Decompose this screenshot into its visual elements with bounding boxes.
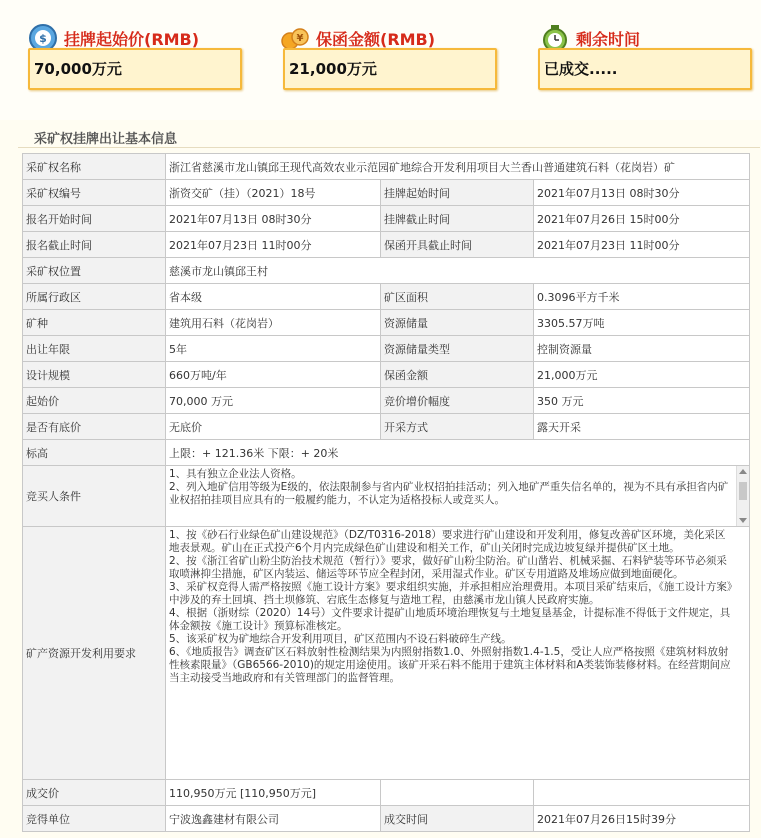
row-label: 挂牌起始时间 — [381, 180, 534, 206]
scrollbar-thumb[interactable] — [739, 482, 747, 500]
row-value: 0.3096平方千米 — [534, 284, 750, 310]
row-label: 竞得单位 — [23, 806, 166, 832]
scroll-down-arrow-icon[interactable] — [739, 518, 747, 523]
row-value: 慈溪市龙山镇邱王村 — [166, 258, 750, 284]
row-value: 宁波逸鑫建材有限公司 — [166, 806, 381, 832]
row-value: 上限：+ 121.36米 下限：+ 20米 — [166, 440, 750, 466]
table-row — [23, 336, 750, 362]
row-value: 70,000 万元 — [166, 388, 381, 414]
table-row — [23, 310, 750, 336]
row-label: 报名开始时间 — [23, 206, 166, 232]
row-label: 采矿权编号 — [23, 180, 166, 206]
row-value: 21,000万元 — [534, 362, 750, 388]
row-label: 采矿权位置 — [23, 258, 166, 284]
guarantee-value: 21,000万元 — [283, 48, 497, 90]
row-label: 成交价 — [23, 780, 166, 806]
row-label: 矿区面积 — [381, 284, 534, 310]
empty-cell — [381, 780, 534, 806]
row-value: 2021年07月26日15时39分 — [534, 806, 750, 832]
table-row — [23, 780, 750, 806]
bidder-conditions-text: 1、具有独立企业法人资格。 2、列入地矿信用等级为E级的，依法限制参与省内矿业权招拍挂活动；列入地矿严重失信名单的，视为不具有承担省内矿业权招拍挂项目应具有的一般履约能力，不认定为适格投标人或竞买人。 — [169, 468, 729, 506]
row-value: 2021年07月13日 08时30分 — [534, 180, 750, 206]
row-value: 2021年07月23日 11时00分 — [166, 232, 381, 258]
summary-bar — [0, 0, 761, 120]
scroll-up-arrow-icon[interactable] — [739, 469, 747, 474]
row-label: 出让年限 — [23, 336, 166, 362]
row-label: 成交时间 — [381, 806, 534, 832]
table-row — [23, 527, 750, 780]
table-row — [23, 440, 750, 466]
scrollbar[interactable] — [736, 466, 749, 526]
table-row — [23, 284, 750, 310]
row-label: 资源储量类型 — [381, 336, 534, 362]
row-label: 报名截止时间 — [23, 232, 166, 258]
svg-text:¥: ¥ — [296, 33, 304, 44]
row-label: 采矿权名称 — [23, 154, 166, 180]
row-label: 竞买人条件 — [23, 466, 166, 527]
row-value: 浙江省慈溪市龙山镇邱王现代高效农业示范园矿地综合开发利用项目大兰香山普通建筑石料（花岗岩）矿 — [166, 154, 750, 180]
row-value: 2021年07月13日 08时30分 — [166, 206, 381, 232]
dev-requirements-text: 1、按《砂石行业绿色矿山建设规范》（DZ/T0316-2018）要求进行矿山建设和开发利用，修复改善矿区环境，美化采区地表景观。矿山在正式投产6个月内完成绿色矿山建设和相关工作，矿山关闭时完成边坡复绿并提供矿区土地。 2、按《浙江省矿山粉尘防治技术规范（暂行）》要求，做好矿山粉尘防治。矿山凿岩、机械采掘、石料铲装等环节必须采取喷淋抑尘措施，矿区内装运、储运等环节应全程封闭，采用湿式作业。矿区专用道路及堆场应做到地面硬化。 3、采矿权竞得人需严格按照《施工设计方案》要求组织实施，并承担相应治理费用。本项目采矿结束后，《施工设计方案》中涉及的弃土回填、挡土坝修筑、宕底生态修复与造地工程，由慈溪市龙山镇人民政府实施。 4、根据（浙财综（2020）14号）文件要求计提矿山地质环境治理恢复与土地复垦基金，计提标准不得低于文件规定，具体金额按《施工设计》预算标准核定。 5、该采矿权为矿地综合开发利用项目，矿区范围内不设石料破碎生产线。 6、《地质报告》调查矿区石料放射性检测结果为内照射指数1.0、外照射指数1.4-1.5，受让人应严格按照《建筑材料放射性核素限量》（GB6566-2010)的规定用途使用。该矿开采石料不能用于建筑主体材料和A类装饰装修材料。在经营期间应当主动接受当地政府和有关管理部门的监督管理。 — [169, 529, 733, 684]
start-price-label: 挂牌起始价(RMB) — [64, 29, 200, 49]
bidder-conditions-cell — [166, 466, 750, 527]
svg-text:$: $ — [39, 32, 47, 45]
row-label: 保函金额 — [381, 362, 534, 388]
dev-requirements-cell — [166, 527, 750, 780]
row-label: 开采方式 — [381, 414, 534, 440]
table-row — [23, 414, 750, 440]
row-value: 2021年07月23日 11时00分 — [534, 232, 750, 258]
row-value: 建筑用石料（花岗岩） — [166, 310, 381, 336]
table-row — [23, 206, 750, 232]
section-title: 采矿权挂牌出让基本信息 — [34, 132, 178, 147]
table-row — [23, 466, 750, 527]
row-value: 3305.57万吨 — [534, 310, 750, 336]
table-row — [23, 362, 750, 388]
row-label: 所属行政区 — [23, 284, 166, 310]
table-row — [23, 388, 750, 414]
guarantee-label: 保函金额(RMB) — [316, 29, 436, 49]
row-value: 浙资交矿（挂）（2021）18号 — [166, 180, 381, 206]
row-value: 2021年07月26日 15时00分 — [534, 206, 750, 232]
table-row — [23, 258, 750, 284]
row-value: 无底价 — [166, 414, 381, 440]
row-label: 矿产资源开发利用要求 — [23, 527, 166, 780]
row-value: 5年 — [166, 336, 381, 362]
divider — [18, 147, 760, 148]
row-label: 挂牌截止时间 — [381, 206, 534, 232]
remaining-time-value: 已成交..... — [538, 48, 752, 90]
row-label: 起始价 — [23, 388, 166, 414]
row-label: 设计规模 — [23, 362, 166, 388]
table-row — [23, 232, 750, 258]
table-row — [23, 180, 750, 206]
row-value: 110,950万元 [110,950万元] — [166, 780, 381, 806]
row-value: 660万吨/年 — [166, 362, 381, 388]
row-label: 标高 — [23, 440, 166, 466]
row-label: 保函开具截止时间 — [381, 232, 534, 258]
row-value: 350 万元 — [534, 388, 750, 414]
row-label: 资源储量 — [381, 310, 534, 336]
remaining-time-label: 剩余时间 — [576, 29, 641, 49]
start-price-value: 70,000万元 — [28, 48, 242, 90]
table-row — [23, 154, 750, 180]
info-table — [22, 153, 750, 832]
row-value: 省本级 — [166, 284, 381, 310]
row-label: 矿种 — [23, 310, 166, 336]
row-label: 是否有底价 — [23, 414, 166, 440]
row-value: 露天开采 — [534, 414, 750, 440]
table-row — [23, 806, 750, 832]
row-label: 竞价增价幅度 — [381, 388, 534, 414]
empty-cell — [534, 780, 750, 806]
row-value: 控制资源量 — [534, 336, 750, 362]
bidder-conditions-scroll[interactable] — [166, 466, 749, 526]
dev-requirements-scroll[interactable] — [166, 527, 749, 779]
